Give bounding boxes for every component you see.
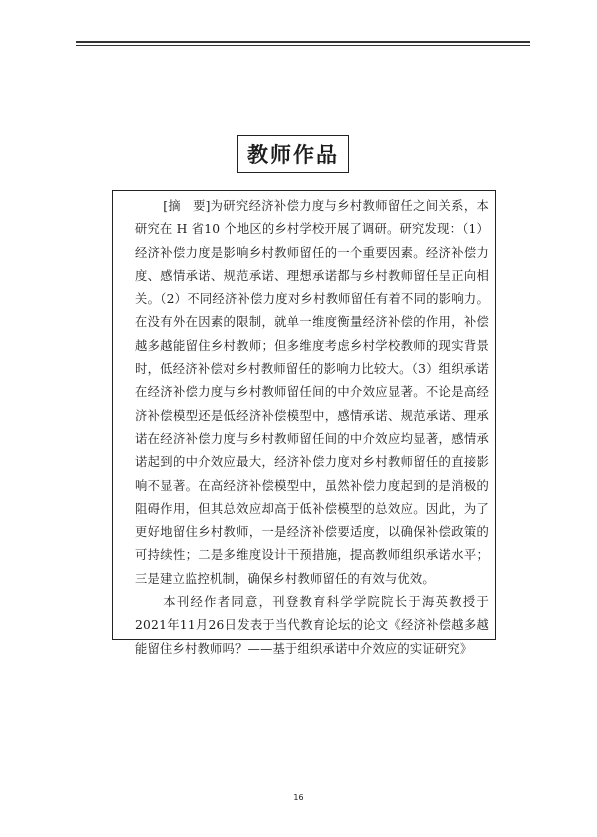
abstract-paragraph	[135, 195, 489, 591]
section-title-box	[237, 135, 349, 173]
abstract-label: [摘 要]	[163, 199, 211, 213]
abstract-body: 为研究经济补偿力度与乡村教师留任之间关系，本研究在 H 省10 个地区的乡村学校开展了调研。研究发现：（1）经济补偿力度是影响乡村教师留任的一个重要因素。经济补偿力度、感情承诺、规范承诺、理想承诺都与乡村教师留任呈正向相关。（2）不同经济补偿力度对乡村教师留任有着不同的影响力。在没有外在因素的限制，就单一维度衡量经济补偿的作用，补偿越多越能留住乡村教师；但多维度考虑乡村学校教师的现实背景时，低经济补偿对乡村教师留任的影响力比较大。（3）组织承诺在经济补偿力度与乡村教师留任间的中介效应显著。不论是高经济补偿模型还是低经济补偿模型中，感情承诺、规范承诺、理承诺在经济补偿力度与乡村教师留任间的中介效应均显著，感情承诺起到的中介效应最大，经济补偿力度对乡村教师留任的直接影响不显著。在高经济补偿模型中，虽然补偿力度起到的是消极的阻碍作用，但其总效应却高于低补偿模型的总效应。因此，为了更好地留住乡村教师，一是经济补偿要适度，以确保补偿政策的可持续性；二是多维度设计干预措施，提高教师组织承诺水平；三是建立监控机制，确保乡村教师留任的有效与优效。	[135, 199, 489, 586]
section-title: 教师作品	[247, 143, 339, 167]
publication-note: 本刊经作者同意，刊登教育科学学院院长于海英教授于2021年11月26日发表于当代教育论坛的论文《经济补偿越多越能留住乡村教师吗？——基于组织承诺中介效应的实证研究》	[135, 595, 489, 656]
abstract-box	[112, 190, 496, 656]
page-number: 16	[293, 793, 304, 802]
header-rule-thick	[76, 41, 530, 43]
header-rule-thin	[76, 45, 530, 46]
